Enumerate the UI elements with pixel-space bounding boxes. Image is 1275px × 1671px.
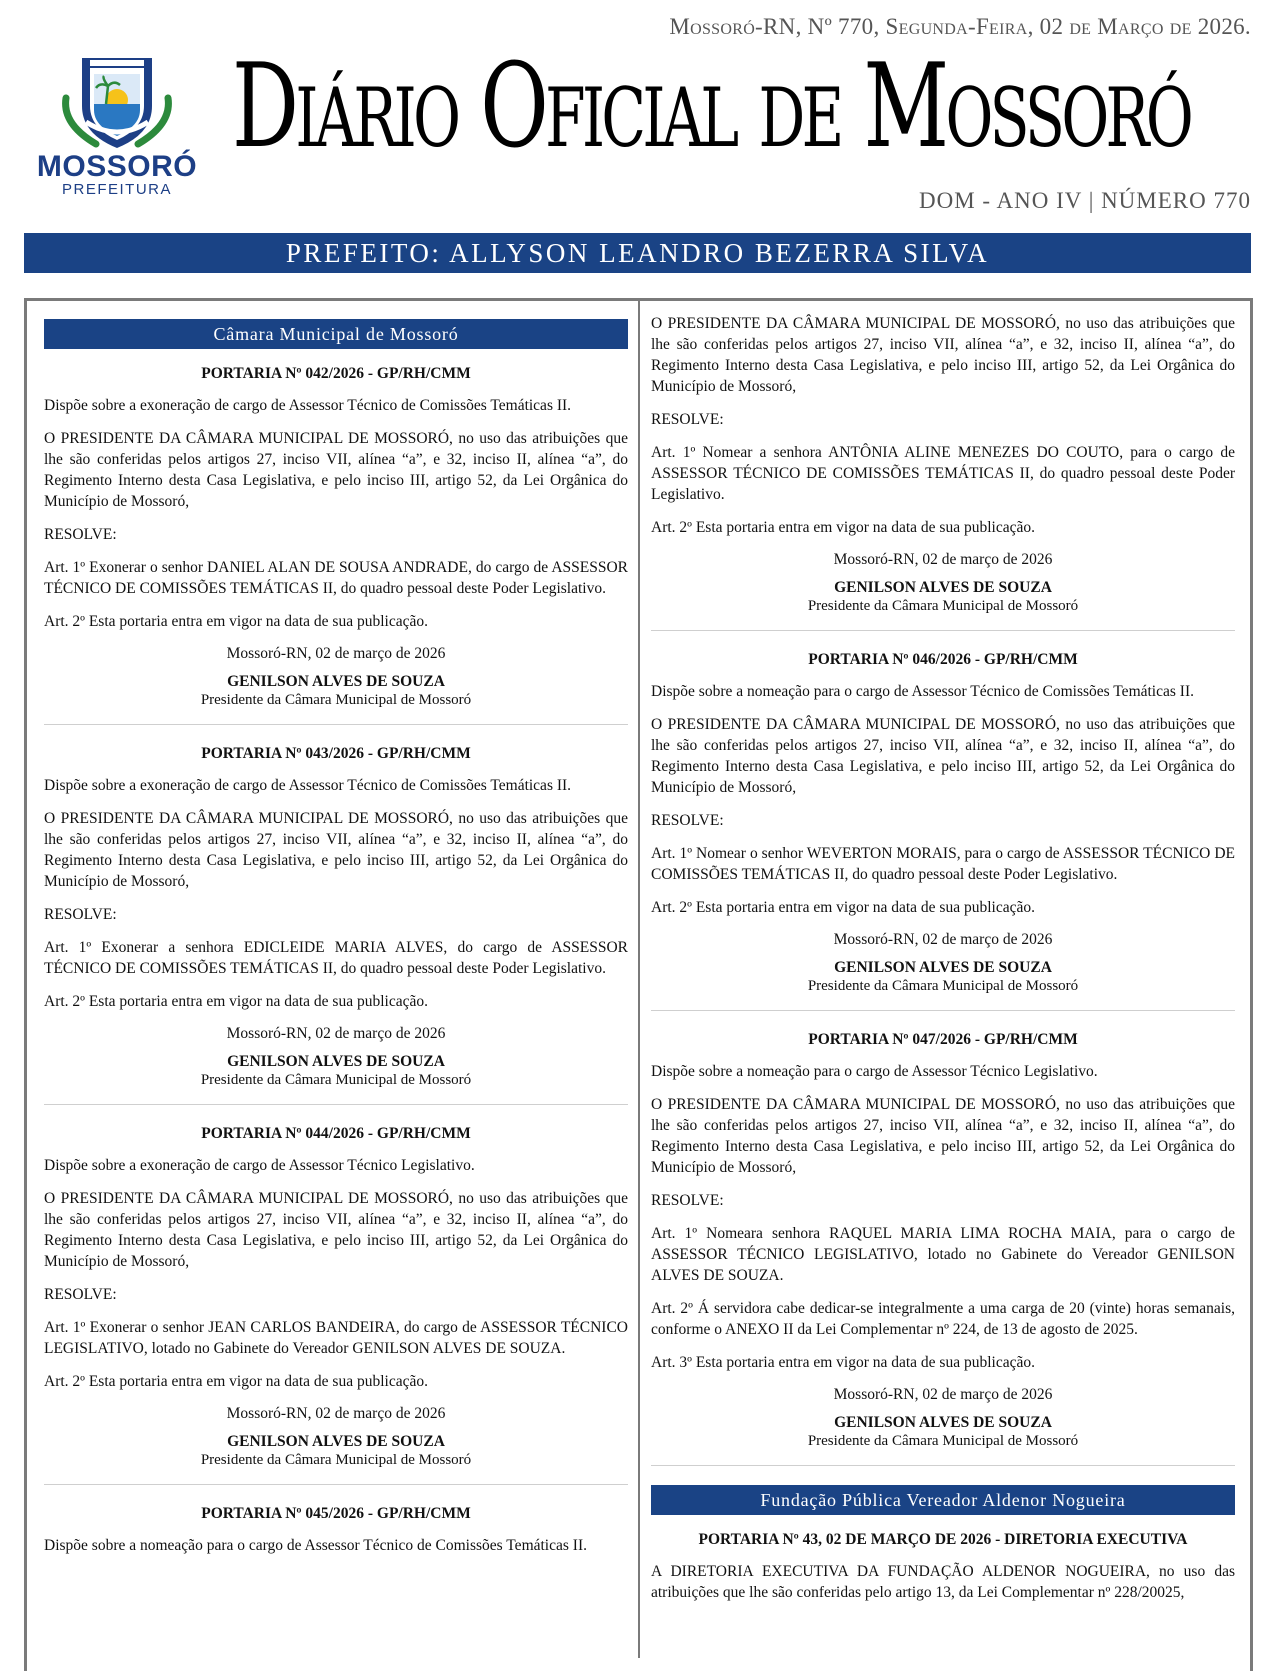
divider <box>651 1010 1235 1011</box>
signer-name: GENILSON ALVES DE SOUZA <box>227 1053 445 1070</box>
divider <box>44 1484 628 1485</box>
portaria-article-2: Art. 2º Esta portaria entra em vigor na data de sua publicação. <box>44 1373 428 1390</box>
signer-role: Presidente da Câmara Municipal de Mossoró <box>807 978 1079 994</box>
section-header-fundacao: Fundação Pública Vereador Aldenor Nogueira <box>651 1485 1235 1515</box>
portaria-resolve: RESOLVE: <box>44 526 117 543</box>
column-divider <box>638 298 640 1658</box>
portaria-preamble: A DIRETORIA EXECUTIVA DA FUNDAÇÃO ALDENOR NOGUEIRA, no uso das atribuições que lhe são conferidas pelo artigo 13, da Lei Complementar nº 228/20025, <box>651 1563 1235 1601</box>
portaria-title: PORTARIA Nº 43, 02 DE MARÇO DE 2026 - DIRETORIA EXECUTIVA <box>698 1531 1188 1548</box>
portaria-preamble: O PRESIDENTE DA CÂMARA MUNICIPAL DE MOSSORÓ, no uso das atribuições que lhe são conferidas pelos artigos 27, inciso VII, alínea “a”, e 32, inciso II, alínea “a”, do Regimento Interno desta Casa Legislativa, e pelo inciso III, artigo 52, da Lei Orgânica do Município de Mossoró, <box>44 430 628 510</box>
portaria-title: PORTARIA Nº 042/2026 - GP/RH/CMM <box>201 365 471 382</box>
signer-name: GENILSON ALVES DE SOUZA <box>834 1414 1052 1431</box>
portaria-article-1: Art. 1º Nomear a senhora ANTÔNIA ALINE MENEZES DO COUTO, para o cargo de ASSESSOR TÉCNICO DE COMISSÕES TEMÁTICAS II, do quadro pessoal deste Poder Legislativo. <box>651 444 1235 503</box>
portaria-043 <box>44 744 628 1090</box>
portaria-title: PORTARIA Nº 044/2026 - GP/RH/CMM <box>201 1125 471 1142</box>
signer-name: GENILSON ALVES DE SOUZA <box>227 1433 445 1450</box>
portaria-042 <box>44 364 628 710</box>
portaria-047 <box>651 1030 1235 1451</box>
signer-role: Presidente da Câmara Municipal de Mossoró <box>200 692 472 708</box>
coat-of-arms-icon <box>56 52 178 150</box>
portaria-article-2: Art. 2º Esta portaria entra em vigor na data de sua publicação. <box>44 613 428 630</box>
portaria-article-3: Art. 3º Esta portaria entra em vigor na data de sua publicação. <box>651 1354 1035 1371</box>
portaria-summary: Dispõe sobre a nomeação para o cargo de Assessor Técnico de Comissões Temáticas II. <box>651 683 1194 700</box>
gazette-title: Diário Oficial de Mossoró <box>232 39 1191 174</box>
portaria-preamble: O PRESIDENTE DA CÂMARA MUNICIPAL DE MOSSORÓ, no uso das atribuições que lhe são conferidas pelos artigos 27, inciso VII, alínea “a”, e 32, inciso II, alínea “a”, do Regimento Interno desta Casa Legislativa, e pelo inciso III, artigo 52, da Lei Orgânica do Município de Mossoró, <box>44 810 628 890</box>
portaria-article-2: Art. 2º Esta portaria entra em vigor na data de sua publicação. <box>651 519 1035 536</box>
logo-subtitle: PREFEITURA <box>61 181 172 198</box>
portaria-resolve: RESOLVE: <box>44 906 117 923</box>
portaria-045-continued <box>651 313 1235 616</box>
prefeitura-logo <box>22 52 212 206</box>
portaria-title: PORTARIA Nº 047/2026 - GP/RH/CMM <box>808 1031 1078 1048</box>
portaria-preamble: O PRESIDENTE DA CÂMARA MUNICIPAL DE MOSSORÓ, no uso das atribuições que lhe são conferidas pelos artigos 27, inciso VII, alínea “a”, e 32, inciso II, alínea “a”, do Regimento Interno desta Casa Legislativa, e pelo inciso III, artigo 52, da Lei Orgânica do Município de Mossoró, <box>651 1096 1235 1176</box>
portaria-article-1: Art. 1º Exonerar o senhor DANIEL ALAN DE SOUSA ANDRADE, do cargo de ASSESSOR TÉCNICO DE COMISSÕES TEMÁTICAS II, do quadro pessoal deste Poder Legislativo. <box>44 559 628 597</box>
portaria-article-2: Art. 2º Esta portaria entra em vigor na data de sua publicação. <box>44 993 428 1010</box>
portaria-article-2: Art. 2º Esta portaria entra em vigor na data de sua publicação. <box>651 899 1035 916</box>
portaria-summary: Dispõe sobre a exoneração de cargo de Assessor Técnico de Comissões Temáticas II. <box>44 777 572 794</box>
portaria-summary: Dispõe sobre a nomeação para o cargo de Assessor Técnico Legislativo. <box>651 1063 1098 1080</box>
divider <box>44 724 628 725</box>
signature-date: Mossoró-RN, 02 de março de 2026 <box>833 931 1053 948</box>
signature-date: Mossoró-RN, 02 de março de 2026 <box>833 1386 1053 1403</box>
signer-name: GENILSON ALVES DE SOUZA <box>227 673 445 690</box>
portaria-summary: Dispõe sobre a exoneração de cargo de Assessor Técnico de Comissões Temáticas II. <box>44 397 572 414</box>
portaria-summary: Dispõe sobre a exoneração de cargo de Assessor Técnico Legislativo. <box>44 1157 475 1174</box>
portaria-article-1: Art. 1º Exonerar a senhora EDICLEIDE MARIA ALVES, do cargo de ASSESSOR TÉCNICO DE COMISSÕES TEMÁTICAS II, do quadro pessoal deste Poder Legislativo. <box>44 939 628 977</box>
portaria-article-2: Art. 2º Á servidora cabe dedicar-se integralmente a uma carga de 20 (vinte) horas semanais, conforme o ANEXO II da Lei Complementar nº 224, de 13 de agosto de 2025. <box>651 1300 1235 1338</box>
portaria-title: PORTARIA Nº 043/2026 - GP/RH/CMM <box>201 745 471 762</box>
signature-date: Mossoró-RN, 02 de março de 2026 <box>833 551 1053 568</box>
signer-role: Presidente da Câmara Municipal de Mossoró <box>807 598 1079 614</box>
signer-role: Presidente da Câmara Municipal de Mossoró <box>807 1433 1079 1449</box>
portaria-044 <box>44 1124 628 1470</box>
mayor-banner: PREFEITO: ALLYSON LEANDRO BEZERRA SILVA <box>24 233 1251 273</box>
divider <box>651 1465 1235 1466</box>
signer-name: GENILSON ALVES DE SOUZA <box>834 959 1052 976</box>
signer-role: Presidente da Câmara Municipal de Mossoró <box>200 1072 472 1088</box>
right-column <box>651 313 1235 1615</box>
portaria-article-1: Art. 1º Nomeara senhora RAQUEL MARIA LIMA ROCHA MAIA, para o cargo de ASSESSOR TÉCNICO LEGISLATIVO, lotado no Gabinete do Vereador GENILSON ALVES DE SOUZA. <box>651 1225 1235 1284</box>
divider <box>44 1104 628 1105</box>
portaria-045 <box>44 1504 628 1556</box>
portaria-article-1: Art. 1º Exonerar o senhor JEAN CARLOS BANDEIRA, do cargo de ASSESSOR TÉCNICO LEGISLATIVO, lotado no Gabinete do Vereador GENILSON ALVES DE SOUZA. <box>44 1319 628 1357</box>
signature-date: Mossoró-RN, 02 de março de 2026 <box>226 1405 446 1422</box>
edition-number: DOM - ANO IV | NÚMERO 770 <box>918 188 1251 213</box>
portaria-resolve: RESOLVE: <box>44 1286 117 1303</box>
portaria-article-1: Art. 1º Nomear o senhor WEVERTON MORAIS, para o cargo de ASSESSOR TÉCNICO DE COMISSÕES TEMÁTICAS II, do quadro pessoal deste Poder Legislativo. <box>651 845 1235 883</box>
divider <box>651 630 1235 631</box>
portaria-resolve: RESOLVE: <box>651 812 724 829</box>
portaria-title: PORTARIA Nº 046/2026 - GP/RH/CMM <box>808 651 1078 668</box>
signer-role: Presidente da Câmara Municipal de Mossoró <box>200 1452 472 1468</box>
portaria-046 <box>651 650 1235 996</box>
signature-date: Mossoró-RN, 02 de março de 2026 <box>226 645 446 662</box>
signer-name: GENILSON ALVES DE SOUZA <box>834 579 1052 596</box>
portaria-43-fundacao <box>651 1530 1235 1603</box>
portaria-preamble: O PRESIDENTE DA CÂMARA MUNICIPAL DE MOSSORÓ, no uso das atribuições que lhe são conferidas pelos artigos 27, inciso VII, alínea “a”, e 32, inciso II, alínea “a”, do Regimento Interno desta Casa Legislativa, e pelo inciso III, artigo 52, da Lei Orgânica do Município de Mossoró, <box>651 716 1235 796</box>
logo-name: MOSSORÓ <box>36 150 198 183</box>
portaria-resolve: RESOLVE: <box>651 411 724 428</box>
signature-date: Mossoró-RN, 02 de março de 2026 <box>226 1025 446 1042</box>
portaria-preamble: O PRESIDENTE DA CÂMARA MUNICIPAL DE MOSSORÓ, no uso das atribuições que lhe são conferidas pelos artigos 27, inciso VII, alínea “a”, e 32, inciso II, alínea “a”, do Regimento Interno desta Casa Legislativa, e pelo inciso III, artigo 52, da Lei Orgânica do Município de Mossoró, <box>651 315 1235 395</box>
portaria-summary: Dispõe sobre a nomeação para o cargo de Assessor Técnico de Comissões Temáticas II. <box>44 1537 587 1554</box>
portaria-preamble: O PRESIDENTE DA CÂMARA MUNICIPAL DE MOSSORÓ, no uso das atribuições que lhe são conferidas pelos artigos 27, inciso VII, alínea “a”, e 32, inciso II, alínea “a”, do Regimento Interno desta Casa Legislativa, e pelo inciso III, artigo 52, da Lei Orgânica do Município de Mossoró, <box>44 1190 628 1270</box>
portaria-resolve: RESOLVE: <box>651 1192 724 1209</box>
issue-dateline: Mossoró-RN, Nº 770, Segunda-Feira, 02 de Março de 2026. <box>669 14 1251 39</box>
left-column <box>44 313 628 1568</box>
portaria-title: PORTARIA Nº 045/2026 - GP/RH/CMM <box>201 1505 471 1522</box>
section-header-camara: Câmara Municipal de Mossoró <box>44 319 628 349</box>
